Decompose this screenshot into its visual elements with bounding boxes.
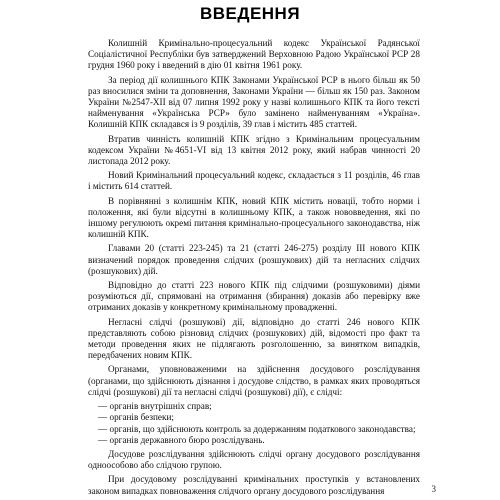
paragraph: Органами, уповноваженими на здійснення досудового розслідування (органами, що здійснюють дізнання і досудове слідство, в рамках яких проводяться слідчі (розшукові) дії та негласні слідчі (розшукові) дії), є слідчі: — [88, 364, 420, 397]
list-item: — органів, що здійснюють контроль за додержанням податкового законодавства; — [98, 423, 416, 434]
paragraph: В порівнянні з колишнім КПК, новий КПК містить новації, тобто норми і положення, які були відсутні в колишньому КПК, а також нововведення, які по іншому регулюють окремі питання кримінально-процесуального законодавства, ніж колишній КПК. — [88, 195, 420, 240]
paragraph: Досудове розслідування здійснюють слідчі органу досудового розслідування одноособово або слідчою групою. — [88, 448, 420, 471]
paragraph: При досудовому розслідуванні кримінальних проступків у встановлених законом випадках повноваження слідчого органу досудового розслідування — [88, 474, 420, 496]
paragraph: Колишній Кримінально-процесуальний кодекс Української Радянської Соціалістичної Республіки був затверджений Верховною Радою Української РСР 28 грудня 1960 року і введений в дію 01 квітня 1961 року. — [88, 38, 420, 71]
paragraph: За період дії колишнього КПК Законами Української РСР в нього більш як 50 раз вносилися зміни та доповнення, Законами України — більш як 150 раз. Законом України №2547-XII від 07 липня 1992 року у назві колишнього КПК та його тексті найменування «Українська РСР» було замінено найменуванням «Україна». Колишній КПК складався із 9 розділів, 39 глав і містить 485 статтей. — [88, 74, 420, 130]
list-item: — органів внутрішніх справ; — [98, 401, 212, 412]
paragraph: Негласні слідчі (розшукові) дії, відповідно до статті 246 нового КПК представляють собою різновид слідчих (розшукових) дій, відомості про факт та методи проведення яких не підлягають розголошенню, за винятком випадків, передбачених новим КПК. — [88, 316, 420, 361]
paragraph: Втратив чинність колишній КПК згідно з Кримінальним процесуальним кодексом України №4651-VI від 13 квітня 2012 року, який набрав чинності 20 листопада 2012 року. — [88, 133, 420, 167]
paragraph: Новий Кримінальний процесуальний кодекс, складається з 11 розділів, 46 глав і містить 614 статтей. — [88, 170, 420, 192]
page-title: ВВЕДЕННЯ — [199, 4, 301, 23]
paragraph: Главами 20 (статті 223-245) та 21 (статті 246-275) розділу III нового КПК визначений порядок проведення слідчих (розшукових) дій та негласних слідчих (розшукових) дій. — [88, 243, 420, 276]
list-item: — органів державного бюро розслідувань. — [98, 434, 265, 445]
paragraph: Відповідно до статті 223 нового КПК під слідчими (розшуковими) діями розуміються дії, спрямовані на отримання (збирання) доказів або перевірку вже отриманих доказів у конкретному кримінальному провадженні. — [88, 280, 420, 313]
body-text — [88, 38, 420, 500]
list-item: — органів безпеки; — [98, 412, 174, 423]
page-number: 3 — [431, 484, 436, 494]
